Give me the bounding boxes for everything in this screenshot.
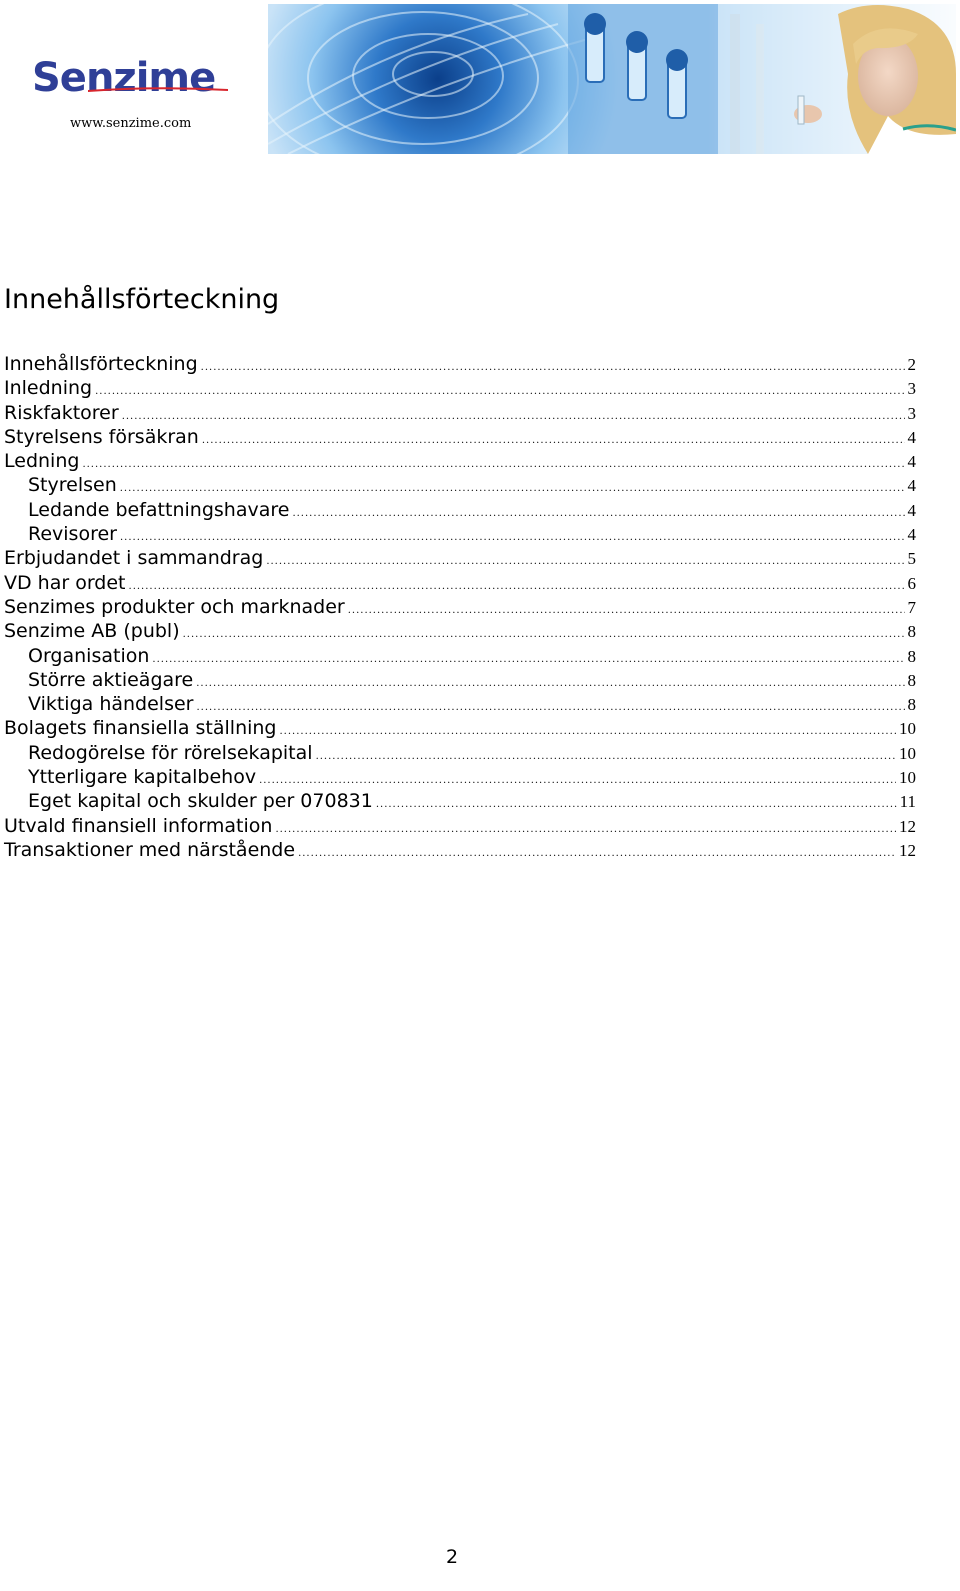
toc-entry[interactable]	[4, 814, 916, 838]
toc-dot-leader	[376, 793, 897, 817]
toc-entry[interactable]	[4, 401, 916, 425]
toc-entry[interactable]	[4, 376, 916, 400]
toc-entry[interactable]	[4, 595, 916, 619]
toc-dot-leader	[316, 745, 896, 769]
senzime-logo	[32, 55, 216, 131]
toc-entry[interactable]	[4, 692, 916, 716]
toc-entry[interactable]	[4, 716, 916, 740]
header-banner-image	[268, 4, 956, 154]
toc-entry-page: 7	[907, 597, 916, 617]
table-of-contents	[4, 352, 916, 862]
toc-entry-label: Ytterligare kapitalbehov	[28, 766, 257, 789]
toc-dot-leader	[202, 429, 905, 453]
toc-dot-leader	[292, 502, 904, 526]
toc-dot-leader	[122, 405, 905, 429]
toc-dot-leader	[266, 550, 904, 574]
toc-entry-page: 10	[899, 719, 916, 739]
toc-dot-leader	[152, 648, 904, 672]
toc-entry[interactable]	[4, 789, 916, 813]
logo-url: www.senzime.com	[70, 116, 192, 131]
toc-entry-page: 12	[899, 816, 916, 836]
toc-entry[interactable]	[4, 644, 916, 668]
toc-dot-leader	[183, 623, 905, 647]
toc-entry-page: 3	[907, 379, 916, 399]
logo-swoosh-icon	[88, 86, 228, 92]
toc-entry-label: Transaktioner med närstående	[4, 838, 296, 861]
toc-entry-label: Erbjudandet i sammandrag	[4, 547, 264, 570]
toc-entry[interactable]	[4, 668, 916, 692]
toc-entry-page: 4	[907, 427, 916, 447]
toc-entry-label: Bolagets finansiella ställning	[4, 717, 277, 740]
toc-entry-label: Innehållsförteckning	[4, 353, 198, 375]
toc-dot-leader	[280, 720, 897, 744]
toc-entry[interactable]	[4, 449, 916, 473]
toc-entry-page: 11	[899, 792, 916, 812]
toc-dot-leader	[197, 696, 905, 720]
toc-entry-page: 8	[907, 670, 916, 690]
toc-entry-page: 4	[907, 525, 916, 545]
toc-dot-leader	[201, 356, 905, 380]
logo-wordmark: Senzime	[32, 55, 216, 101]
toc-entry-label: Riskfaktorer	[4, 401, 119, 424]
toc-entry-page: 8	[907, 695, 916, 715]
toc-entry-page: 2	[907, 355, 916, 374]
toc-entry-page: 4	[907, 500, 916, 520]
toc-entry-label: Organisation	[28, 644, 150, 667]
toc-entry[interactable]	[4, 571, 916, 595]
toc-entry-label: Senzimes produkter och marknader	[4, 595, 345, 618]
toc-entry[interactable]	[4, 765, 916, 789]
toc-dot-leader	[82, 453, 904, 477]
toc-entry-label: Viktiga händelser	[28, 693, 194, 716]
toc-entry-label: Senzime AB (publ)	[4, 620, 180, 643]
toc-entry-page: 3	[907, 403, 916, 423]
toc-dot-leader	[298, 842, 896, 866]
toc-entry[interactable]	[4, 473, 916, 497]
toc-dot-leader	[196, 672, 904, 696]
toc-dot-leader	[348, 599, 905, 623]
toc-entry-label: Styrelsens försäkran	[4, 425, 199, 448]
toc-entry[interactable]	[4, 522, 916, 546]
toc-entry-label: Större aktieägare	[28, 668, 194, 691]
toc-entry-page: 10	[899, 768, 916, 788]
toc-title: Innehållsförteckning	[4, 284, 280, 315]
toc-entry-label: VD har ordet	[4, 571, 126, 594]
toc-entry-page: 4	[907, 452, 916, 472]
page-header	[0, 0, 960, 160]
toc-entry-label: Redogörelse för rörelsekapital	[28, 741, 313, 764]
toc-entry-page: 6	[907, 573, 916, 593]
banner-illustration	[268, 4, 956, 154]
toc-entry-page: 8	[907, 646, 916, 666]
toc-entry-page: 4	[907, 476, 916, 496]
toc-entry-page: 5	[907, 549, 916, 569]
toc-entry-page: 10	[899, 743, 916, 763]
toc-dot-leader	[275, 818, 896, 842]
toc-entry[interactable]	[4, 498, 916, 522]
toc-entry[interactable]	[4, 741, 916, 765]
toc-entry-page: 8	[907, 622, 916, 642]
toc-entry-label: Eget kapital och skulder per 070831	[28, 790, 373, 813]
toc-entry-label: Revisorer	[28, 523, 117, 546]
toc-entry[interactable]	[4, 619, 916, 643]
toc-entry[interactable]	[4, 352, 916, 376]
toc-entry-label: Ledning	[4, 450, 80, 473]
toc-entry-page: 12	[899, 840, 916, 860]
toc-entry-label: Utvald finansiell information	[4, 814, 273, 837]
page-number: 2	[446, 1546, 459, 1568]
toc-entry-label: Inledning	[4, 377, 93, 400]
toc-entry[interactable]	[4, 838, 916, 862]
toc-dot-leader	[95, 380, 904, 404]
toc-entry-label: Styrelsen	[28, 474, 117, 497]
toc-entry-label: Ledande befattningshavare	[28, 498, 290, 521]
toc-entry[interactable]	[4, 425, 916, 449]
toc-entry[interactable]	[4, 546, 916, 570]
